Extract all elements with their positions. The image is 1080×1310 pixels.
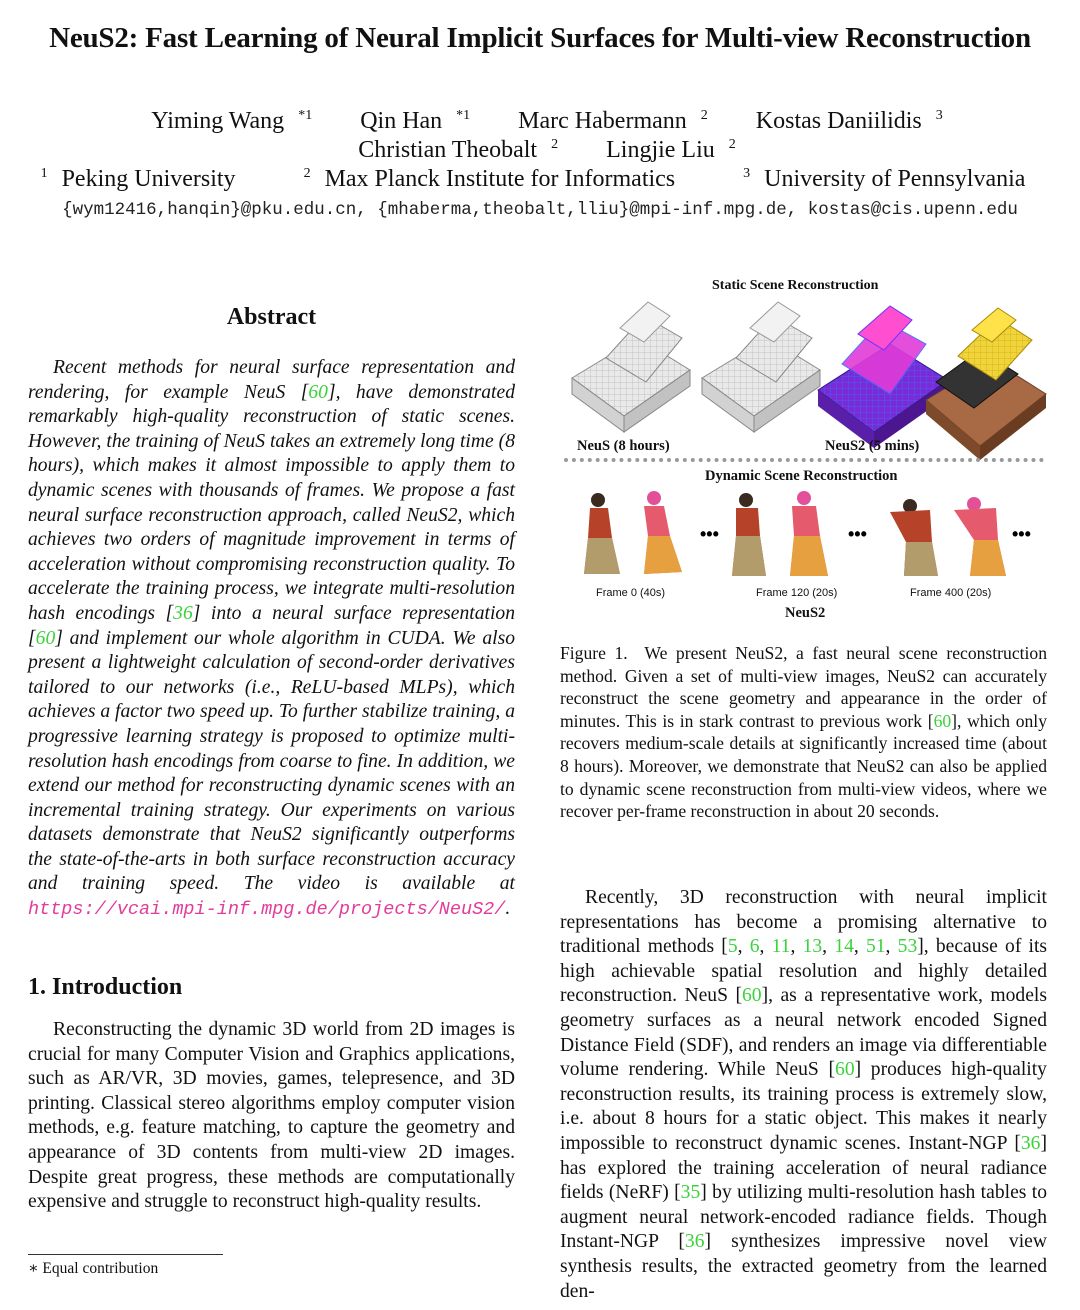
citation-link[interactable]: 36 xyxy=(173,602,193,624)
neus2-time-label: NeuS2 (5 mins) xyxy=(825,438,920,454)
frame-400-renders xyxy=(890,497,1006,576)
citation-link[interactable]: 60 xyxy=(835,1059,855,1081)
author-line-1 xyxy=(0,107,1080,136)
neus2-bottom-label: NeuS2 xyxy=(785,605,826,621)
citation-link[interactable]: 14 xyxy=(834,936,854,958)
frame-120-label: Frame 120 (20s) xyxy=(756,587,838,599)
neus-bulldozer-render xyxy=(572,302,690,432)
neus2-color-render xyxy=(926,308,1046,460)
citation-link[interactable]: 36 xyxy=(684,1231,705,1253)
section-heading-introduction: 1. Introduction xyxy=(28,974,183,1000)
citation-link[interactable]: 36 xyxy=(1020,1132,1041,1154)
neus2-bulldozer-render xyxy=(702,302,820,432)
author: Lingjie Liu $^2$ xyxy=(606,137,736,163)
frame-400-label: Frame 400 (20s) xyxy=(910,587,992,599)
affiliations xyxy=(0,165,1080,194)
citation-link[interactable]: 13 xyxy=(802,936,823,958)
citation-link[interactable]: 60 xyxy=(308,381,328,403)
dynamic-reconstruction-images xyxy=(560,486,1050,586)
author: Qin Han $^{*1}$ xyxy=(360,108,471,134)
citation-link[interactable]: 6 xyxy=(749,936,760,958)
project-url-link[interactable]: https://vcai.mpi-inf.mpg.de/projects/NeuS2/ xyxy=(28,899,506,921)
frame-0-label: Frame 0 (40s) xyxy=(596,587,666,599)
dynamic-scene-title: Dynamic Scene Reconstruction xyxy=(705,468,898,484)
figure-1 xyxy=(560,272,1050,632)
author: Christian Theobalt $^2$ xyxy=(358,137,559,163)
neus-time-label: NeuS (8 hours) xyxy=(577,438,670,454)
figure-divider xyxy=(564,458,1044,462)
affiliation: $^2$ Max Planck Institute for Informatics xyxy=(303,166,676,192)
frame-120-renders xyxy=(732,491,828,576)
author: Marc Habermann $^2$ xyxy=(518,108,708,134)
paper-title: NeuS2: Fast Learning of Neural Implicit Surfaces for Multi-view Reconstruction xyxy=(49,22,1031,54)
static-scene-title: Static Scene Reconstruction xyxy=(712,278,879,293)
citation-link[interactable]: 60 xyxy=(35,627,56,649)
footnote: ∗ Equal contribution xyxy=(28,1260,159,1277)
intro-paragraph-1: Reconstructing the dynamic 3D world from 2D images is crucial for many Computer Vision and Graphics applications, such as AR/VR, 3D movies, games, telepresence, and 3D printing. Classical stereo algorithms employ computer vision methods, e.g. feature matching, to capture the geometry and appearance of 3D contents from multi-view 2D images. Despite great progress, these methods are computationally expensive and struggle to reconstruct high-quality results. xyxy=(28,1019,515,1213)
author: Yiming Wang $^{*1}$ xyxy=(151,108,313,134)
citation-link[interactable]: 60 xyxy=(741,985,762,1007)
citation-link[interactable]: 35 xyxy=(680,1182,701,1204)
citation-link[interactable]: 53 xyxy=(897,936,918,958)
ellipsis: ••• xyxy=(848,524,867,544)
citation-link[interactable]: 5 xyxy=(727,936,738,958)
ellipsis: ••• xyxy=(1012,524,1031,544)
affiliation: $^1$ Peking University xyxy=(40,166,236,192)
abstract-heading: Abstract xyxy=(226,304,317,330)
author-emails: {wym12416,hanqin}@pku.edu.cn, {mhaberma,theobalt,lliu}@mpi-inf.mpg.de, kostas@cis.upenn.edu xyxy=(62,200,1018,220)
abstract-text: Recent methods for neural surface representation and rendering, for example NeuS [60], have demonstrated remarkably high-quality reconstruction of static scenes. However, the training of NeuS takes an extremely long time (8 hours), which makes it almost impossible to apply them to dynamic scenes with thousands of frames. We propose a fast neural surface reconstruction approach, called NeuS2, which achieves two orders of magnitude improvement in terms of acceleration without compromising reconstruction quality. To accelerate the training process, we integrate multi-resolution hash encodings [36] into a neural surface representation [60] and implement our whole algorithm in CUDA. We also present a lightweight calculation of second-order derivatives tailored to our networks (i.e., ReLU-based MLPs), which achieves a factor two speed up. To further stabilize training, a progressive learning strategy is proposed to optimize multi-resolution hash encodings from coarse to fine. In addition, we extend our method for reconstructing dynamic scenes with an incremental training strategy. Our experiments on various datasets demonstrate that NeuS2 significantly outperforms the state-of-the-arts in both surface reconstruction accuracy and training speed. The video is available at https://vcai.mpi-inf.mpg.de/projects/NeuS2/. xyxy=(28,357,516,921)
frame-0-renders xyxy=(584,491,682,574)
footnote-rule xyxy=(28,1254,223,1255)
author: Kostas Daniilidis $^3$ xyxy=(755,108,943,134)
intro-paragraph-2: Recently, 3D reconstruction with neural implicit representations has become a promising alternative to traditional methods [5, 6, 11, 13, 14, 51, 53], because of its high achievable spatial resolution and highly detailed reconstruction. NeuS [60], as a representative work, models geometry surfaces as a neural network encoded Signed Distance Field (SDF), and renders an image via differentiable volume rendering. While NeuS [60] produces high-quality reconstruction results, its training process is extremely slow, i.e. about 8 hours for a static object. This makes it nearly impossible to reconstruct dynamic scenes. Instant-NGP [36] has explored the training acceleration of neural radiance fields (NeRF) [35] by utilizing multi-resolution hash tables to augment neural network-encoded radiance fields. Though Instant-NGP [36] synthesizes impressive novel view synthesis results, the extracted geometry from the learned den- xyxy=(560,887,1048,1302)
figure-caption: Figure 1. We present NeuS2, a fast neural scene reconstruction method. Given a set of multi-view images, NeuS2 can accurately reconstruct the scene geometry and appearance in the order of minutes. This is in stark contrast to previous work [60], which only recovers medium-scale details at significantly increased time (about 8 hours). Moreover, we demonstrate that NeuS2 can also be applied to dynamic scene reconstruction from multi-view videos, where we recover per-frame reconstruction in about 20 seconds. xyxy=(560,643,1048,822)
ellipsis: ••• xyxy=(700,524,719,544)
affiliation: $^3$ University of Pennsylvania xyxy=(743,166,1026,192)
citation-link[interactable]: 11 xyxy=(771,936,791,958)
neus2-normal-render xyxy=(818,306,948,448)
citation-link[interactable]: 51 xyxy=(865,936,886,958)
author-line-2 xyxy=(0,136,1080,165)
citation-link[interactable]: 60 xyxy=(933,710,952,731)
